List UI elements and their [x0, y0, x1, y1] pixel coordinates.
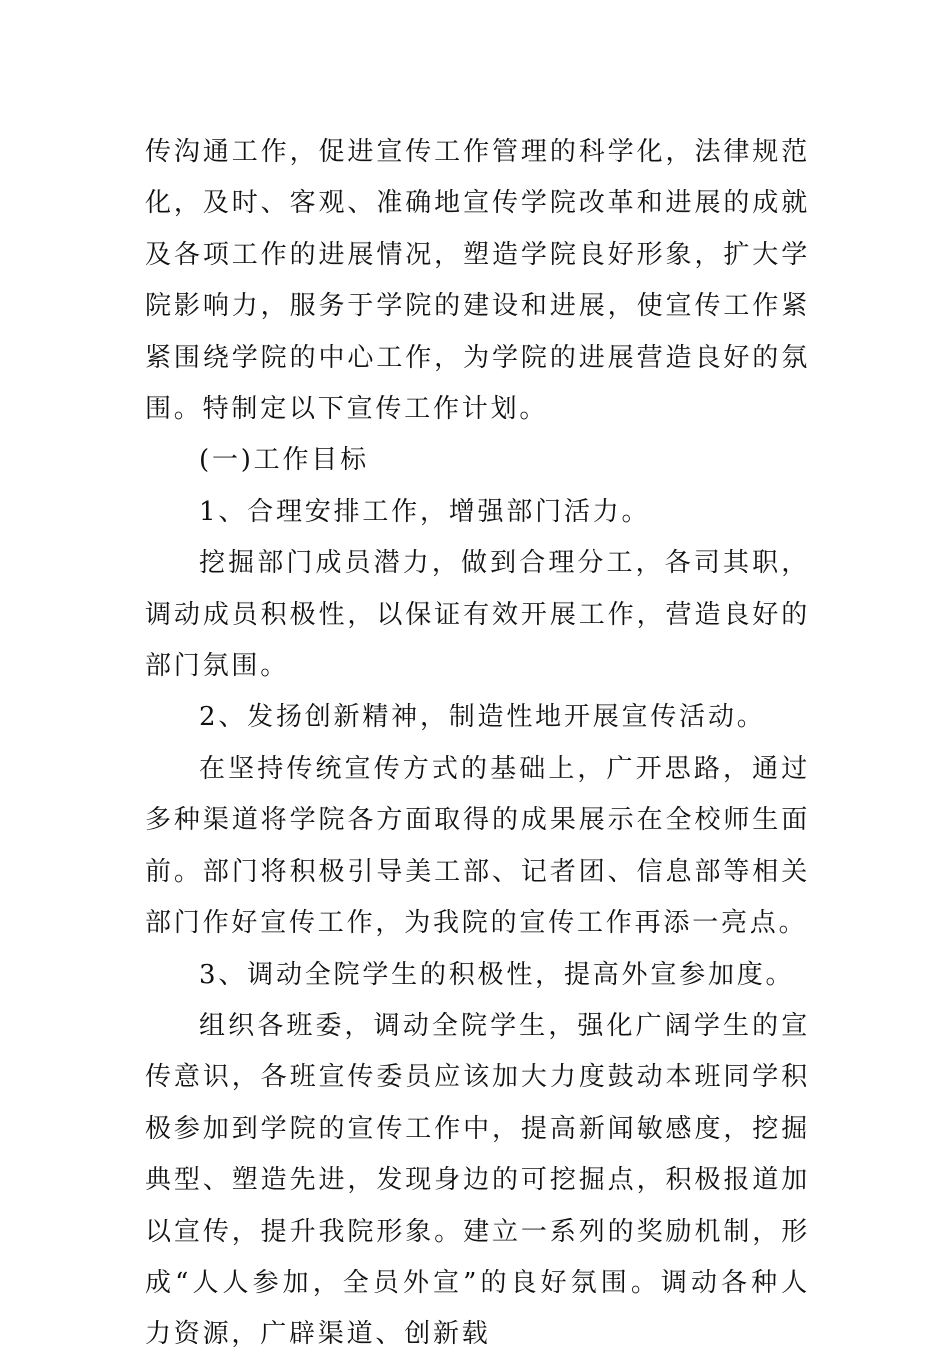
paragraph-item-1: 挖掘部门成员潜力，做到合理分工，各司其职，调动成员积极性，以保证有效开展工作，营造良好的部门氛围。 [145, 548, 810, 682]
paragraph-item-2: 在坚持传统宣传方式的基础上，广开思路，通过多种渠道将学院各方面取得的成果展示在全校师生面前。部门将积极引导美工部、记者团、信息部等相关部门作好宣传工作，为我院的宣传工作再添一亮点。 [145, 753, 810, 939]
section-heading-work-goals: (一)工作目标 [199, 445, 369, 476]
item-heading-1: 1、合理安排工作，增强部门活力。 [199, 496, 651, 527]
item-heading-3: 3、调动全院学生的积极性，提高外宣参加度。 [199, 959, 795, 990]
item-heading-2: 2、发扬创新精神，制造性地开展宣传活动。 [199, 702, 766, 733]
paragraph-item-3: 组织各班委，调动全院学生，强化广阔学生的宣传意识，各班宣传委员应该加大力度鼓动本班同学积极参加到学院的宣传工作中，提高新闻敏感度，挖掘典型、塑造先进，发现身边的可挖掘点，积极报道加以宣传，提升我院形象。建立一系列的奖励机制，形成“人人参加，全员外宣”的良好氛围。调动各种人力资源，广辟渠道、创新载 [145, 1010, 810, 1350]
paragraph-intro: 传沟通工作，促进宣传工作管理的科学化，法律规范化，及时、客观、准确地宣传学院改革和进展的成就及各项工作的进展情况，塑造学院良好形象，扩大学院影响力，服务于学院的建设和进展，使宣传工作紧紧围绕学院的中心工作，为学院的进展营造良好的氛围。特制定以下宣传工作计划。 [145, 137, 810, 425]
document-body [145, 127, 810, 1361]
